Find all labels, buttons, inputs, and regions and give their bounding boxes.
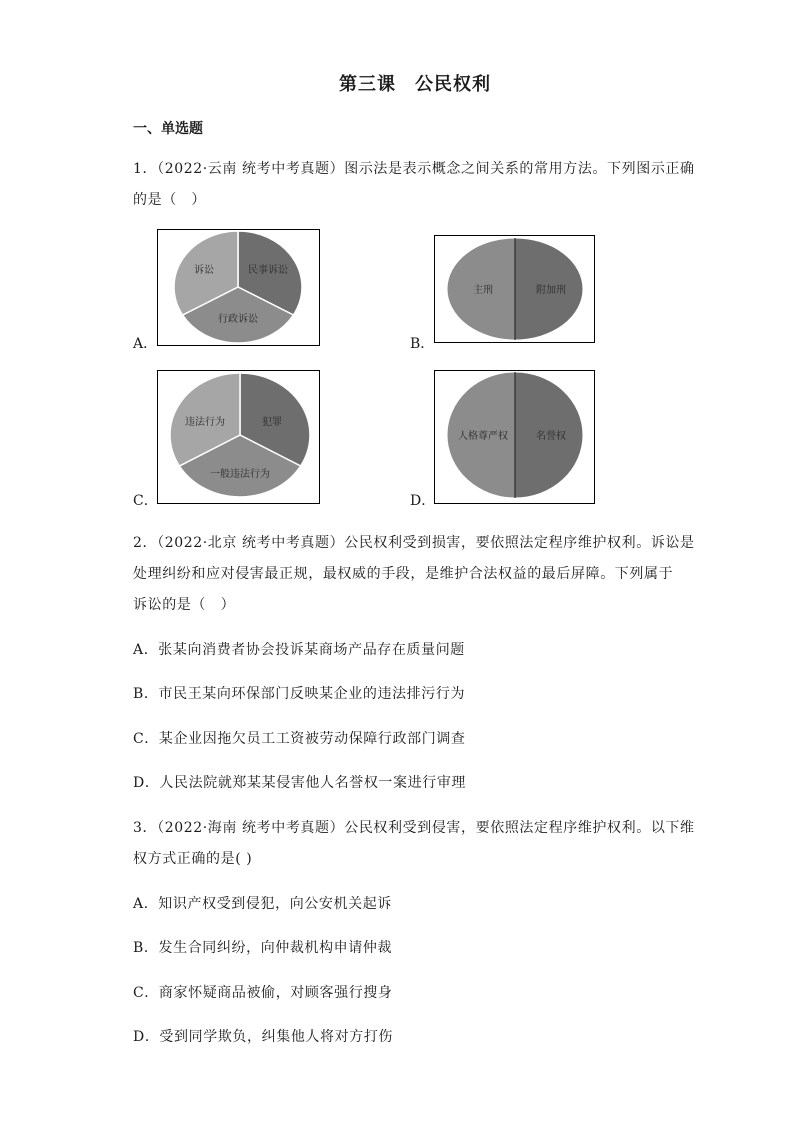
q2-option-a[interactable]: A．张某向消费者协会投诉某商场产品存在质量问题 <box>133 642 465 658</box>
q2-option-d[interactable]: D．人民法院就郑某某侵害他人名誉权一案进行审理 <box>133 775 467 791</box>
q2-option-c[interactable]: C．某企业因拖欠员工工资被劳动保障行政部门调查 <box>133 731 466 747</box>
figure-a <box>157 229 320 346</box>
figure-c-label-3: 一般违法行为 <box>210 469 270 480</box>
section-heading: 一、单选题 <box>133 121 203 137</box>
figure-d-label-2: 名誉权 <box>536 431 566 442</box>
figure-a-letter: A． <box>133 336 158 352</box>
figure-b-letter: B． <box>410 336 435 352</box>
page-title: 第三课 公民权利 <box>339 74 491 95</box>
figure-a-label-3: 行政诉讼 <box>218 314 258 325</box>
q3-line-2: 权方式正确的是( ) <box>133 851 253 867</box>
q2-line-3: 诉讼的是（ ） <box>133 597 236 613</box>
figure-c-label-2: 犯罪 <box>262 417 282 428</box>
q1-line-1: 1．（2022·云南 统考中考真题）图示法是表示概念之间关系的常用方法。下列图示正确 <box>133 161 695 177</box>
figure-c-letter: C． <box>133 493 158 509</box>
figure-b-label-1: 主刑 <box>473 285 493 296</box>
figure-c-label-1: 违法行为 <box>185 417 225 428</box>
figure-c <box>157 370 320 504</box>
q3-line-1: 3．（2022·海南 统考中考真题）公民权利受到侵害，要依照法定程序维护权利。以下维 <box>133 820 695 836</box>
figure-a-label-2: 民事诉讼 <box>248 265 288 276</box>
figure-b-label-2: 附加刑 <box>536 285 566 296</box>
q1-line-2: 的是（ ） <box>133 192 206 208</box>
q3-option-d[interactable]: D．受到同学欺负，纠集他人将对方打伤 <box>133 1029 394 1045</box>
figure-d <box>434 370 595 504</box>
q2-line-1: 2．（2022·北京 统考中考真题）公民权利受到损害，要依照法定程序维护权利。诉讼是 <box>133 535 695 551</box>
figure-d-label-1: 人格尊严权 <box>458 431 508 442</box>
figure-a-label-1: 诉讼 <box>194 265 214 276</box>
figure-d-letter: D． <box>410 493 436 509</box>
q2-option-b[interactable]: B．市民王某向环保部门反映某企业的违法排污行为 <box>133 686 466 702</box>
q3-option-c[interactable]: C．商家怀疑商品被偷，对顾客强行搜身 <box>133 985 393 1001</box>
q3-option-b[interactable]: B．发生合同纠纷，向仲裁机构申请仲裁 <box>133 940 393 956</box>
figure-b <box>434 235 595 343</box>
q2-line-2: 处理纠纷和应对侵害最正规，最权威的手段，是维护合法权益的最后屏障。下列属于 <box>133 566 674 582</box>
q3-option-a[interactable]: A．知识产权受到侵犯，向公安机关起诉 <box>133 896 392 912</box>
